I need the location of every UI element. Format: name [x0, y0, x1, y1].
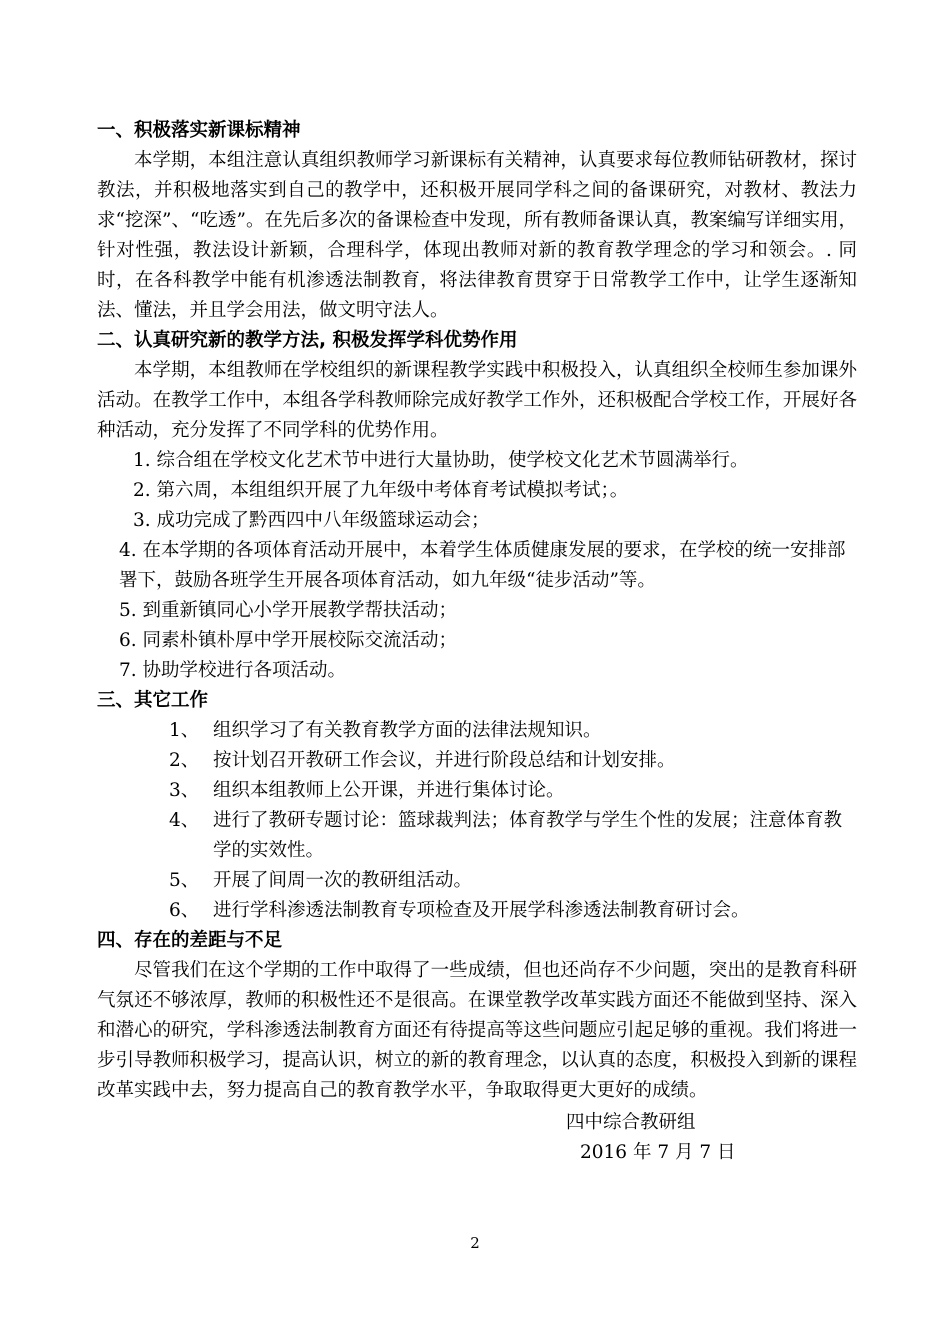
item-number: 1、 — [169, 720, 200, 741]
item-text: 开展了间周一次的教研组活动。 — [213, 870, 473, 891]
item-number: 5、 — [169, 870, 200, 891]
item-text: 组织学习了有关教育教学方面的法律法规知识。 — [213, 720, 602, 741]
section-3-item-5 — [97, 866, 857, 896]
section-3-heading: 三、其它工作 — [97, 690, 209, 711]
section-3-item-4 — [97, 806, 857, 866]
page-number: 2 — [470, 1234, 480, 1252]
item-text: 进行学科渗透法制教育专项检查及开展学科渗透法制教育研讨会。 — [213, 900, 750, 921]
section-2-item-3: 3. 成功完成了黔西四中八年级篮球运动会； — [133, 510, 490, 531]
section-4-paragraph: 尽管我们在这个学期的工作中取得了一些成绩，但也还尚存不少问题，突出的是教育科研气氛还不够浓厚，教师的积极性还不是很高。在课堂教学改革实践方面还不能做到坚持、深入和潜心的研究，学科渗透法制教育方面还有待提高等这些问题应引起足够的重视。我们将进一步引导教师积极学习，提高认识，树立的新的教育理念，以认真的态度，积极投入到新的课程改革实践中去，努力提高自己的教育教学水平，争取取得更大更好的成绩。 — [97, 960, 857, 1101]
item-number: 2、 — [169, 750, 200, 771]
item-text: 进行了教研专题讨论：篮球裁判法；体育教学与学生个性的发展；注意体育教学的实效性。 — [213, 810, 843, 861]
item-number: 3、 — [169, 780, 200, 801]
section-2-item-7: 7. 协助学校进行各项活动。 — [119, 660, 347, 681]
section-2-item-6: 6. 同素朴镇朴厚中学开展校际交流活动； — [119, 630, 458, 651]
item-text: 按计划召开教研工作会议，并进行阶段总结和计划安排。 — [213, 750, 676, 771]
section-2-item-2: 2. 第六周，本组组织开展了九年级中考体育考试模拟考试；。 — [133, 480, 629, 501]
section-2-item-4: 4. 在本学期的各项体育活动开展中，本着学生体质健康发展的要求，在学校的统一安排部署下，鼓励各班学生开展各项体育活动，如九年级“徒步活动”等。 — [119, 540, 846, 591]
section-3-item-3 — [97, 776, 857, 806]
signature-org: 四中综合教研组 — [566, 1112, 696, 1133]
section-3-item-6 — [97, 896, 857, 926]
section-4-heading: 四、存在的差距与不足 — [97, 930, 283, 951]
item-number: 6、 — [169, 900, 200, 921]
section-2-heading: 二、认真研究新的教学方法, 积极发挥学科优势作用 — [97, 330, 518, 351]
item-text: 组织本组教师上公开课，并进行集体讨论。 — [213, 780, 565, 801]
signature-date: 2016 年 7 月 7 日 — [580, 1142, 736, 1163]
item-number: 4、 — [169, 810, 200, 831]
signature-block — [566, 1108, 736, 1168]
section-2-paragraph: 本学期，本组教师在学校组织的新课程教学实践中积极投入，认真组织全校师生参加课外活动。在教学工作中，本组各学科教师除完成好教学工作外，还积极配合学校工作，开展好各种活动，充分发挥了不同学科的优势作用。 — [97, 360, 857, 441]
section-1-paragraph: 本学期，本组注意认真组织教师学习新课标有关精神，认真要求每位教师钻研教材，探讨教法，并积极地落实到自己的教学中，还积极开展同学科之间的备课研究，对教材、教法力求“挖深”、“吃透”。在先后多次的备课检查中发现，所有教师备课认真，教案编写详细实用，针对性强，教法设计新颖，合理科学，体现出教师对新的教育教学理念的学习和领会。. 同时，在各科教学中能有机渗透法制教育，将法律教育贯穿于日常教学工作中，让学生逐渐知法、懂法，并且学会用法，做文明守法人。 — [97, 150, 857, 321]
section-3-item-1 — [97, 716, 857, 746]
section-3-item-2 — [97, 746, 857, 776]
section-1-heading: 一、积极落实新课标精神 — [97, 120, 301, 141]
section-2-item-5: 5. 到重新镇同心小学开展教学帮扶活动； — [119, 600, 458, 621]
document-body — [97, 116, 857, 1106]
section-2-item-1: 1. 综合组在学校文化艺术节中进行大量协助，使学校文化艺术节圆满举行。 — [133, 450, 749, 471]
